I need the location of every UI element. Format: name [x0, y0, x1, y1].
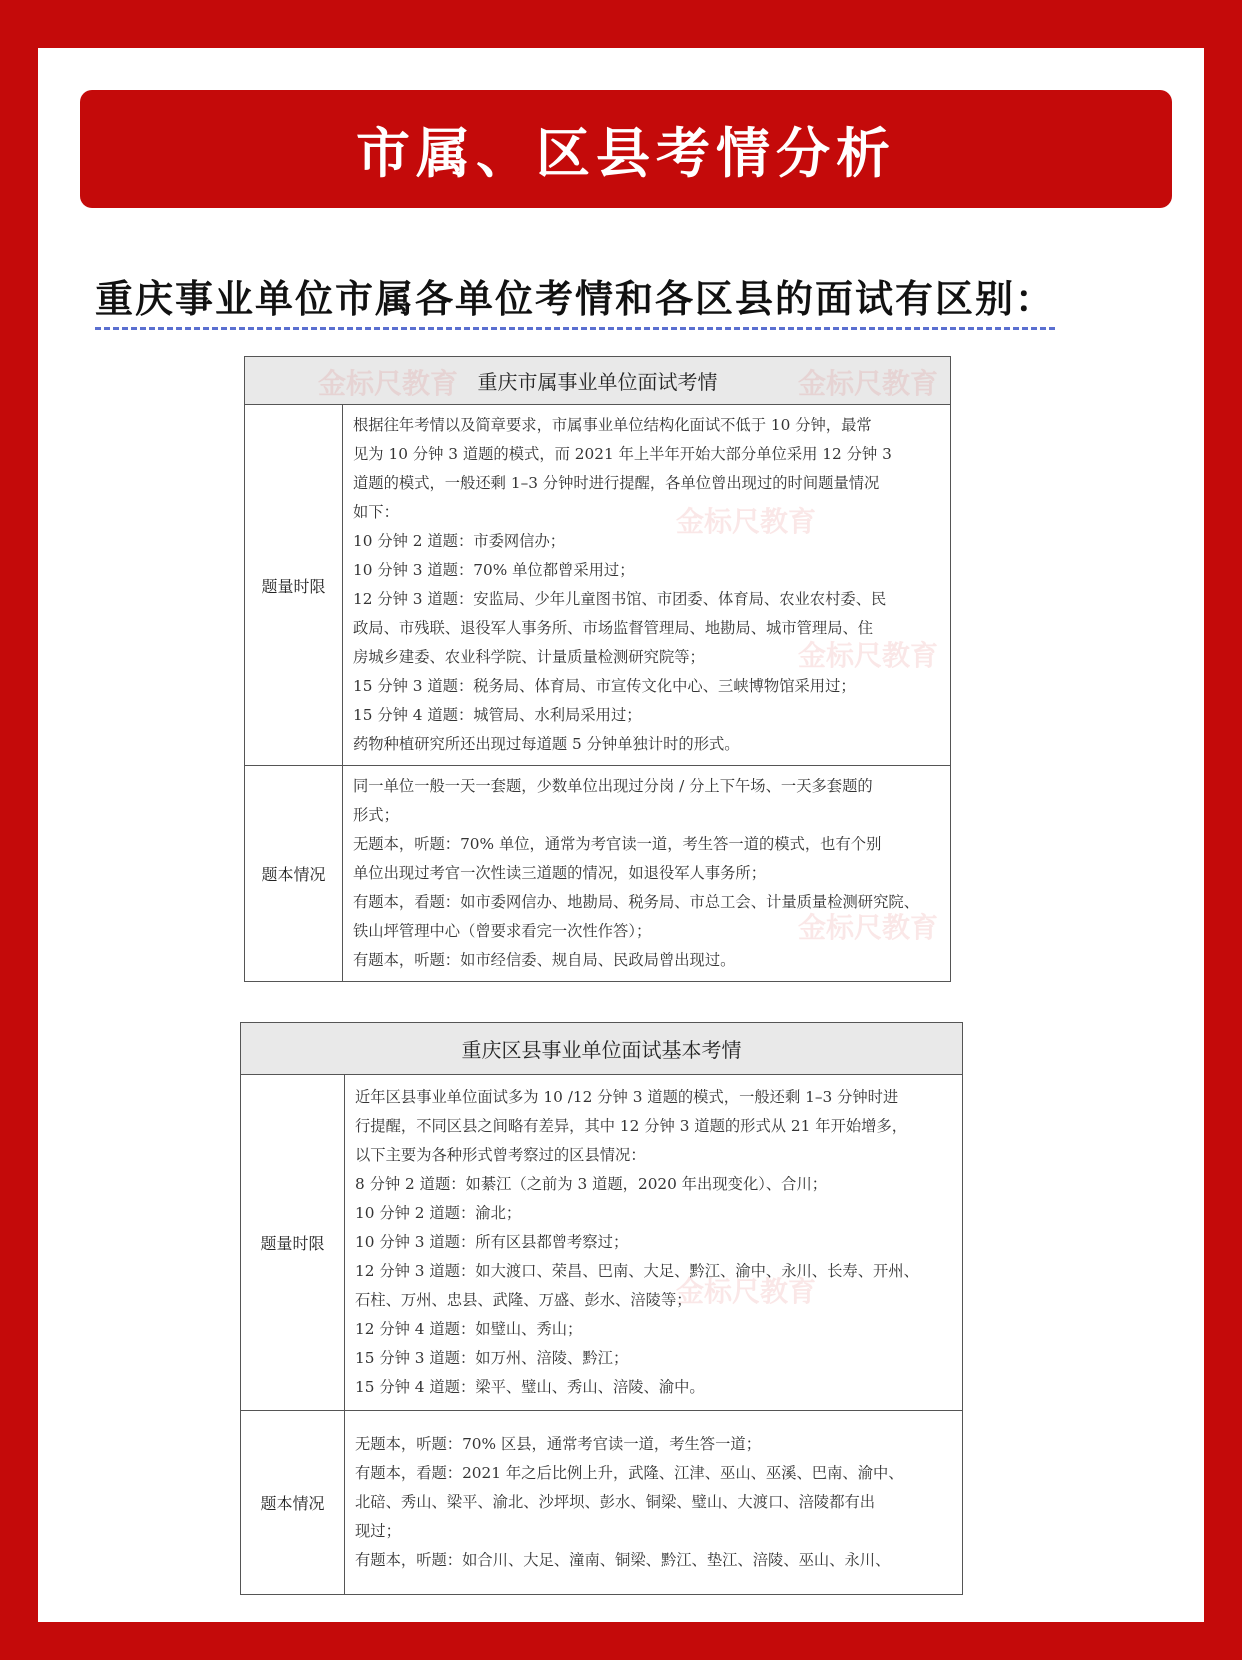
content-line: 石柱、万州、忠县、武隆、万盛、彭水、涪陵等；	[355, 1291, 692, 1309]
table-header: 重庆市属事业单位面试考情	[245, 357, 951, 405]
row-label: 题本情况	[241, 1411, 345, 1595]
content-line: 有题本，听题：如市经信委、规自局、民政局曾出现过。	[353, 951, 736, 969]
content-line: 10 分钟 2 道题：市委网信办；	[353, 532, 566, 550]
content-line: 10 分钟 3 道题：所有区县都曾考察过；	[355, 1233, 629, 1251]
page-title: 市属、区县考情分析	[356, 121, 896, 185]
content-line: 15 分钟 3 道题：税务局、体育局、市宣传文化中心、三峡博物馆采用过；	[353, 677, 856, 695]
content-line: 房城乡建委、农业科学院、计量质量检测研究院等；	[353, 648, 705, 666]
row-content	[345, 1411, 963, 1595]
content-line: 有题本，看题：2021 年之后比例上升，武隆、江津、巫山、巫溪、巴南、渝中、	[355, 1464, 904, 1482]
content-line: 无题本，听题：70% 单位，通常为考官读一道，考生答一道的模式，也有个别	[353, 835, 882, 853]
content-line: 道题的模式，一般还剩 1–3 分钟时进行提醒，各单位曾出现过的时间题量情况	[353, 474, 880, 492]
content-line: 政局、市残联、退役军人事务所、市场监督管理局、地勘局、城市管理局、住	[353, 619, 874, 637]
table-row	[241, 1411, 963, 1595]
content-line: 10 分钟 2 道题：渝北；	[355, 1204, 522, 1222]
content-line: 15 分钟 4 道题：梁平、璧山、秀山、涪陵、渝中。	[355, 1378, 705, 1396]
content-line: 如下：	[353, 503, 399, 521]
content-line: 行提醒，不同区县之间略有差异，其中 12 分钟 3 道题的形式从 21 年开始增多，	[355, 1117, 908, 1135]
row-label: 题本情况	[245, 766, 343, 982]
content-line: 近年区县事业单位面试多为 10 /12 分钟 3 道题的模式，一般还剩 1–3 分钟时进	[355, 1088, 899, 1106]
table-header: 重庆区县事业单位面试基本考情	[241, 1023, 963, 1075]
content-line: 铁山坪管理中心（曾要求看完一次性作答）；	[353, 922, 652, 940]
content-line: 同一单位一般一天一套题，少数单位出现过分岗 / 分上下午场、一天多套题的	[353, 777, 873, 795]
content-line: 有题本，看题：如市委网信办、地勘局、税务局、市总工会、计量质量检测研究院、	[353, 893, 919, 911]
content-line: 无题本，听题：70% 区县，通常考官读一道，考生答一道；	[355, 1435, 761, 1453]
content-line: 形式；	[353, 806, 399, 824]
district-interview-table	[240, 1022, 963, 1595]
content-line: 以下主要为各种形式曾考察过的区县情况：	[355, 1146, 646, 1164]
content-line: 现过；	[355, 1522, 401, 1540]
content-line: 北碚、秀山、梁平、渝北、沙坪坝、彭水、铜梁、璧山、大渡口、涪陵都有出	[355, 1493, 876, 1511]
table-row	[241, 1075, 963, 1411]
content-line: 8 分钟 2 道题：如綦江（之前为 3 道题，2020 年出现变化）、合川；	[355, 1175, 828, 1193]
content-line: 15 分钟 4 道题：城管局、水利局采用过；	[353, 706, 642, 724]
content-line: 12 分钟 4 道题：如璧山、秀山；	[355, 1320, 583, 1338]
section-subtitle: 重庆事业单位市属各单位考情和各区县的面试有区别：	[95, 268, 1055, 330]
content-line: 药物种植研究所还出现过每道题 5 分钟单独计时的形式。	[353, 735, 740, 753]
content-line: 15 分钟 3 道题：如万州、涪陵、黔江；	[355, 1349, 629, 1367]
content-line: 10 分钟 3 道题：70% 单位都曾采用过；	[353, 561, 635, 579]
content-line: 根据往年考情以及简章要求，市属事业单位结构化面试不低于 10 分钟，最常	[353, 416, 872, 434]
content-line: 有题本，听题：如合川、大足、潼南、铜梁、黔江、垫江、涪陵、巫山、永川、	[355, 1551, 891, 1569]
content-line: 12 分钟 3 道题：如大渡口、荣昌、巴南、大足、黔江、渝中、永川、长寿、开州、	[355, 1262, 919, 1280]
table-row	[245, 766, 951, 982]
row-content	[345, 1075, 963, 1411]
table-row	[245, 405, 951, 766]
city-interview-table	[244, 356, 951, 982]
row-label: 题量时限	[245, 405, 343, 766]
row-label: 题量时限	[241, 1075, 345, 1411]
content-line: 见为 10 分钟 3 道题的模式，而 2021 年上半年开始大部分单位采用 12 分钟 3	[353, 445, 892, 463]
content-line: 单位出现过考官一次性读三道题的情况，如退役军人事务所；	[353, 864, 767, 882]
row-content	[343, 766, 951, 982]
title-banner	[80, 90, 1172, 208]
content-line: 12 分钟 3 道题：安监局、少年儿童图书馆、市团委、体育局、农业农村委、民	[353, 590, 887, 608]
row-content	[343, 405, 951, 766]
